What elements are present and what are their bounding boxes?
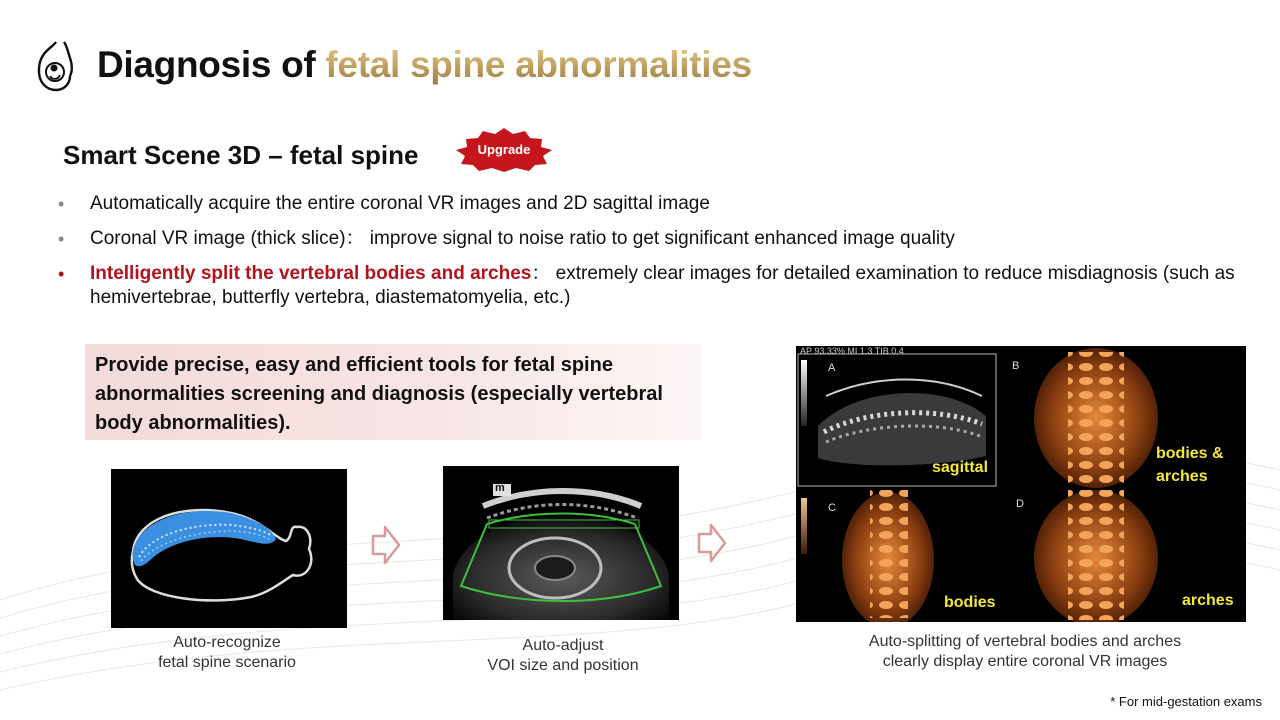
upgrade-badge: Upgrade bbox=[477, 142, 531, 157]
bullet-list bbox=[58, 192, 1262, 321]
step3-caption: Auto-splitting of vertebral bodies and arches clearly display entire coronal VR images bbox=[868, 633, 1182, 670]
step1-caption: Auto-recognize fetal spine scenario bbox=[158, 634, 296, 671]
footnote: * For mid-gestation exams bbox=[1110, 694, 1262, 709]
fetus-logo-icon bbox=[34, 38, 78, 94]
callout-text: Provide precise, easy and efficient tools for fetal spine abnormalities screening and diagnosis (especially vertebral body abnormalities). bbox=[95, 354, 663, 434]
bullet-item: • Intelligently split the vertebral bodies and arches： extremely clear images for detailed examination to reduce misdiagnosis (such as hemivertebrae, butterfly vertebra, diastematomyelia, etc.) bbox=[58, 263, 1235, 308]
bullet-highlight: Intelligently split the vertebral bodies and arches bbox=[90, 263, 532, 284]
bullet-dot-icon: • bbox=[58, 229, 65, 249]
bullet-dot-icon: • bbox=[58, 194, 65, 214]
section-subtitle: Smart Scene 3D – fetal spine bbox=[63, 140, 419, 170]
step2-marker: m bbox=[495, 482, 505, 494]
step1-spine-image bbox=[111, 469, 347, 628]
quad-letter-c: C bbox=[828, 502, 836, 514]
step-arrow-icon bbox=[697, 522, 727, 564]
bullet-item: • Coronal VR image (thick slice)： improve signal to noise ratio to get significant enhanced image quality bbox=[58, 228, 955, 249]
step3-quad-view-image bbox=[796, 346, 1246, 622]
quad-letter-d: D bbox=[1016, 498, 1024, 510]
label-sagittal: sagittal bbox=[932, 459, 989, 476]
step2-voi-image bbox=[443, 466, 679, 620]
label-bodies-arches: bodies & arches bbox=[1156, 445, 1224, 485]
bullet-item: • Automatically acquire the entire coronal VR images and 2D sagittal image bbox=[58, 193, 710, 214]
page-title: Diagnosis of fetal spine abnormalities bbox=[97, 44, 752, 85]
quad-letter-a: A bbox=[828, 362, 836, 374]
label-bodies: bodies bbox=[944, 594, 996, 611]
page-title-highlight: fetal spine abnormalities bbox=[325, 44, 752, 85]
step2-caption: Auto-adjust VOI size and position bbox=[487, 637, 639, 674]
quad-letter-b: B bbox=[1012, 360, 1020, 372]
bullet-dot-icon: • bbox=[58, 264, 65, 284]
quad-header-info: AP 93.33% MI 1.3 TIB 0.4 bbox=[800, 346, 904, 356]
step-arrow-icon bbox=[371, 524, 401, 566]
callout-box bbox=[85, 344, 702, 440]
label-arches: arches bbox=[1182, 592, 1234, 609]
